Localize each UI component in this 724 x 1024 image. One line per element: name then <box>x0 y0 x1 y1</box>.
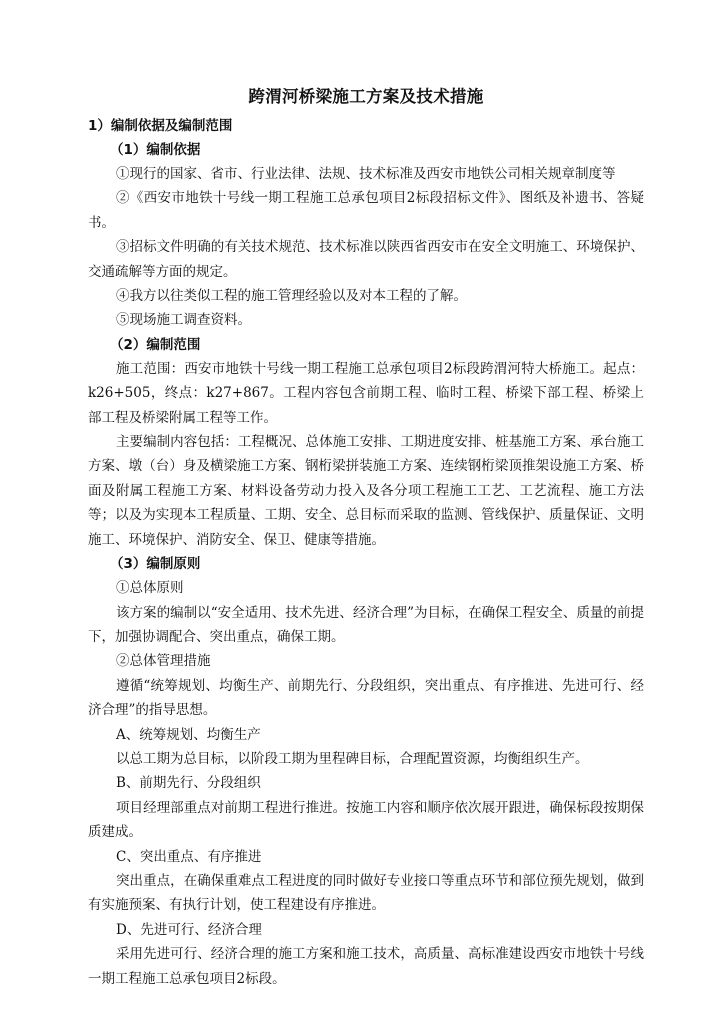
section-heading-basis-scope: 1）编制依据及编制范围 <box>88 118 233 134</box>
document-page <box>88 84 644 991</box>
principle-paragraph-a: 以总工期为总目标，以阶段工期为里程碑目标，合理配置资源，均衡组织生产。 <box>116 750 589 767</box>
principle-heading-a: A、统筹规划、均衡生产 <box>116 726 261 743</box>
principle-paragraph-b: 项目经理部重点对前期工程进行推进。按施工内容和顺序依次展开跟进，确保标段按期保质建成。 <box>88 799 644 841</box>
document-title: 跨渭河桥梁施工方案及技术措施 <box>248 87 484 106</box>
principle-heading-b: B、前期先行、分段组织 <box>116 775 261 792</box>
principle-paragraph-c: 突出重点，在确保重难点工程进度的同时做好专业接口等重点环节和部位预先规划，做到有实施预案、有执行计划，使工程建设有序推进。 <box>88 872 644 914</box>
basis-item-3: ③招标文件明确的有关技术规范、技术标准以陕西省西安市在安全文明施工、环境保护、交通疏解等方面的规定。 <box>88 239 644 280</box>
subheading-basis: （1）编制依据 <box>110 142 201 158</box>
basis-item-1: ①现行的国家、省市、行业法律、法规、技术标准及西安市地铁公司相关规章制度等 <box>116 166 616 182</box>
basis-item-5: ⑤现场施工调查资料。 <box>116 312 251 329</box>
principle-heading-d: D、先进可行、经济合理 <box>116 921 262 938</box>
subheading-principles: （3）编制原则 <box>110 556 201 573</box>
scope-paragraph-1: 施工范围：西安市地铁十号线一期工程施工总承包项目2标段跨渭河特大桥施工。起点：k26+505，终点：k27+867。工程内容包含前期工程、临时工程、桥梁下部工程、桥梁上部工程及桥梁附属工程等工作。 <box>88 360 644 426</box>
principle-paragraph-management: 遵循“统筹规划、均衡生产、前期先行、分段组织，突出重点、有序推进、先进可行、经济合理”的指导思想。 <box>88 677 644 719</box>
principle-heading-c: C、突出重点、有序推进 <box>116 848 262 865</box>
principle-paragraph-d: 采用先进可行、经济合理的施工方案和施工技术，高质量、高标准建设西安市地铁十号线一期工程施工总承包项目2标段。 <box>88 946 644 987</box>
subheading-scope: （2）编制范围 <box>110 336 201 353</box>
principle-heading-management: ②总体管理措施 <box>116 653 211 670</box>
principle-paragraph-overall: 该方案的编制以“安全适用、技术先进、经济合理”为目标，在确保工程安全、质量的前提下，加强协调配合、突出重点，确保工期。 <box>88 604 644 645</box>
basis-item-2: ②《西安市地铁十号线一期工程施工总承包项目2标段招标文件》、图纸及补遗书、答疑书。 <box>88 190 644 231</box>
principle-heading-overall: ①总体原则 <box>116 580 184 597</box>
scope-paragraph-2: 主要编制内容包括：工程概况、总体施工安排、工期进度安排、桩基施工方案、承台施工方案、墩（台）身及横梁施工方案、钢桁梁拼装施工方案、连续钢桁梁顶推架设施工方案、桥面及附属工程施工方案、材料设备劳动力投入及各分项工程施工工艺、工艺流程、施工方法等；以及为实现本工程质量、工期、安全、总目标而采取的监测、管线保护、质量保证、文明施工、环境保护、消防安全、保卫、健康等措施。 <box>88 434 644 548</box>
basis-item-4: ④我方以往类似工程的施工管理经验以及对本工程的了解。 <box>116 288 467 305</box>
